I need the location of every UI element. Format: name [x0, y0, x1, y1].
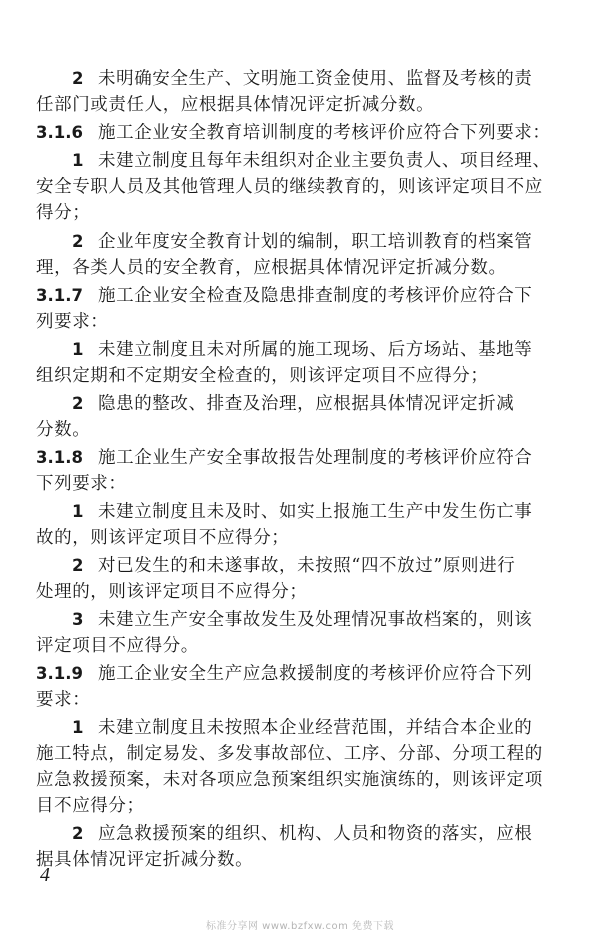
clause-item: [72, 229, 600, 255]
clause-text: 未建立生产安全事故发生及处理情况事故档案的，则该: [98, 610, 533, 630]
clause-text: 任部门或责任人，应根据具体情况评定折减分数。: [36, 95, 435, 115]
clause-text: 对已发生的和未遂事故，未按照“四不放过”原则进行: [98, 556, 516, 576]
clause-text-line: [36, 579, 576, 605]
clause-text-line: [36, 525, 576, 551]
watermark-text: 标准分享网 www.bzfxw.com 免费下载: [206, 921, 394, 932]
section-heading: [36, 445, 576, 471]
clause-text: 应急救援预案的组织、机构、人员和物资的落实，应根: [98, 824, 533, 844]
clause-text: 下列要求：: [36, 474, 127, 494]
clause-text: 未建立制度且未对所属的施工现场、后方场站、基地等: [98, 340, 533, 360]
clause-item: [72, 337, 600, 363]
clause-text: 处理的，则该评定项目不应得分；: [36, 582, 308, 602]
clause-text: 隐患的整改、排查及治理，应根据具体情况评定折减: [98, 394, 515, 414]
clause-item: [72, 607, 600, 633]
section-heading: [36, 661, 576, 687]
item-number: 2: [72, 556, 84, 575]
item-number: 1: [72, 340, 84, 359]
clause-text-line: [36, 417, 576, 443]
clause-text: 未建立制度且未及时、如实上报施工生产中发生伤亡事: [98, 502, 533, 522]
clause-text: 目不应得分；: [36, 796, 145, 816]
clause-text-line: [36, 741, 576, 767]
clause-item: [72, 148, 600, 174]
clause-text: 分数。: [36, 420, 91, 440]
section-text: 施工企业安全生产应急救援制度的考核评价应符合下列: [98, 664, 533, 684]
section-text: 施工企业生产安全事故报告处理制度的考核评价应符合: [98, 448, 533, 468]
item-number: 3: [72, 610, 84, 629]
clause-text: 应急救援预案，未对各项应急预案组织实施演练的，则该评定项: [36, 770, 543, 790]
section-heading: [36, 283, 576, 309]
section-number: 3.1.6: [36, 123, 83, 142]
clause-text-line: [36, 174, 576, 200]
section-text: 施工企业安全教育培训制度的考核评价应符合下列要求：: [98, 123, 551, 143]
clause-text: 要求：: [36, 690, 91, 710]
clause-item: [72, 66, 600, 92]
clause-text-line: [36, 309, 576, 335]
clause-text-line: [36, 255, 576, 281]
clause-text-line: [36, 200, 576, 226]
clause-text: 施工特点，制定易发、多发事故部位、工序、分部、分项工程的: [36, 744, 543, 764]
clause-text-line: [36, 363, 576, 389]
clause-text: 安全专职人员及其他管理人员的继续教育的，则该评定项目不应: [36, 177, 543, 197]
clause-text-line: [36, 471, 576, 497]
clause-text: 故的，则该评定项目不应得分；: [36, 528, 290, 548]
item-number: 1: [72, 151, 84, 170]
clause-text-line: [36, 687, 576, 713]
item-number: 2: [72, 824, 84, 843]
clause-text: 企业年度安全教育计划的编制，职工培训教育的档案管: [98, 232, 533, 252]
item-number: 2: [72, 69, 84, 88]
section-heading: [36, 120, 576, 146]
clause-text-line: [36, 847, 576, 873]
clause-text-line: [36, 793, 576, 819]
item-number: 2: [72, 232, 84, 251]
item-number: 1: [72, 502, 84, 521]
clause-item: [72, 499, 600, 525]
clause-text: 列要求：: [36, 312, 109, 332]
clause-text-line: [36, 92, 576, 118]
clause-item: [72, 391, 600, 417]
clause-text-line: [36, 633, 576, 659]
section-number: 3.1.9: [36, 664, 83, 683]
item-number: 1: [72, 718, 84, 737]
item-number: 2: [72, 394, 84, 413]
section-text: 施工企业安全检查及隐患排查制度的考核评价应符合下: [98, 286, 533, 306]
clause-item: [72, 821, 600, 847]
clause-item: [72, 553, 600, 579]
clause-text: 未建立制度且未按照本企业经营范围，并结合本企业的: [98, 718, 533, 738]
clause-text: 组织定期和不定期安全检查的，则该评定项目不应得分；: [36, 366, 489, 386]
clause-text: 理，各类人员的安全教育，应根据具体情况评定折减分数。: [36, 258, 507, 278]
section-number: 3.1.7: [36, 286, 83, 305]
page-number: 4: [40, 864, 50, 886]
clause-text: 未建立制度且每年未组织对企业主要负责人、项目经理、: [98, 151, 551, 171]
clause-text-line: [36, 767, 576, 793]
section-number: 3.1.8: [36, 448, 83, 467]
clause-text: 评定项目不应得分。: [36, 636, 199, 656]
clause-text: 得分；: [36, 203, 91, 223]
clause-item: [72, 715, 600, 741]
clause-text: 据具体情况评定折减分数。: [36, 850, 254, 870]
clause-text: 未明确安全生产、文明施工资金使用、监督及考核的责: [98, 69, 533, 89]
